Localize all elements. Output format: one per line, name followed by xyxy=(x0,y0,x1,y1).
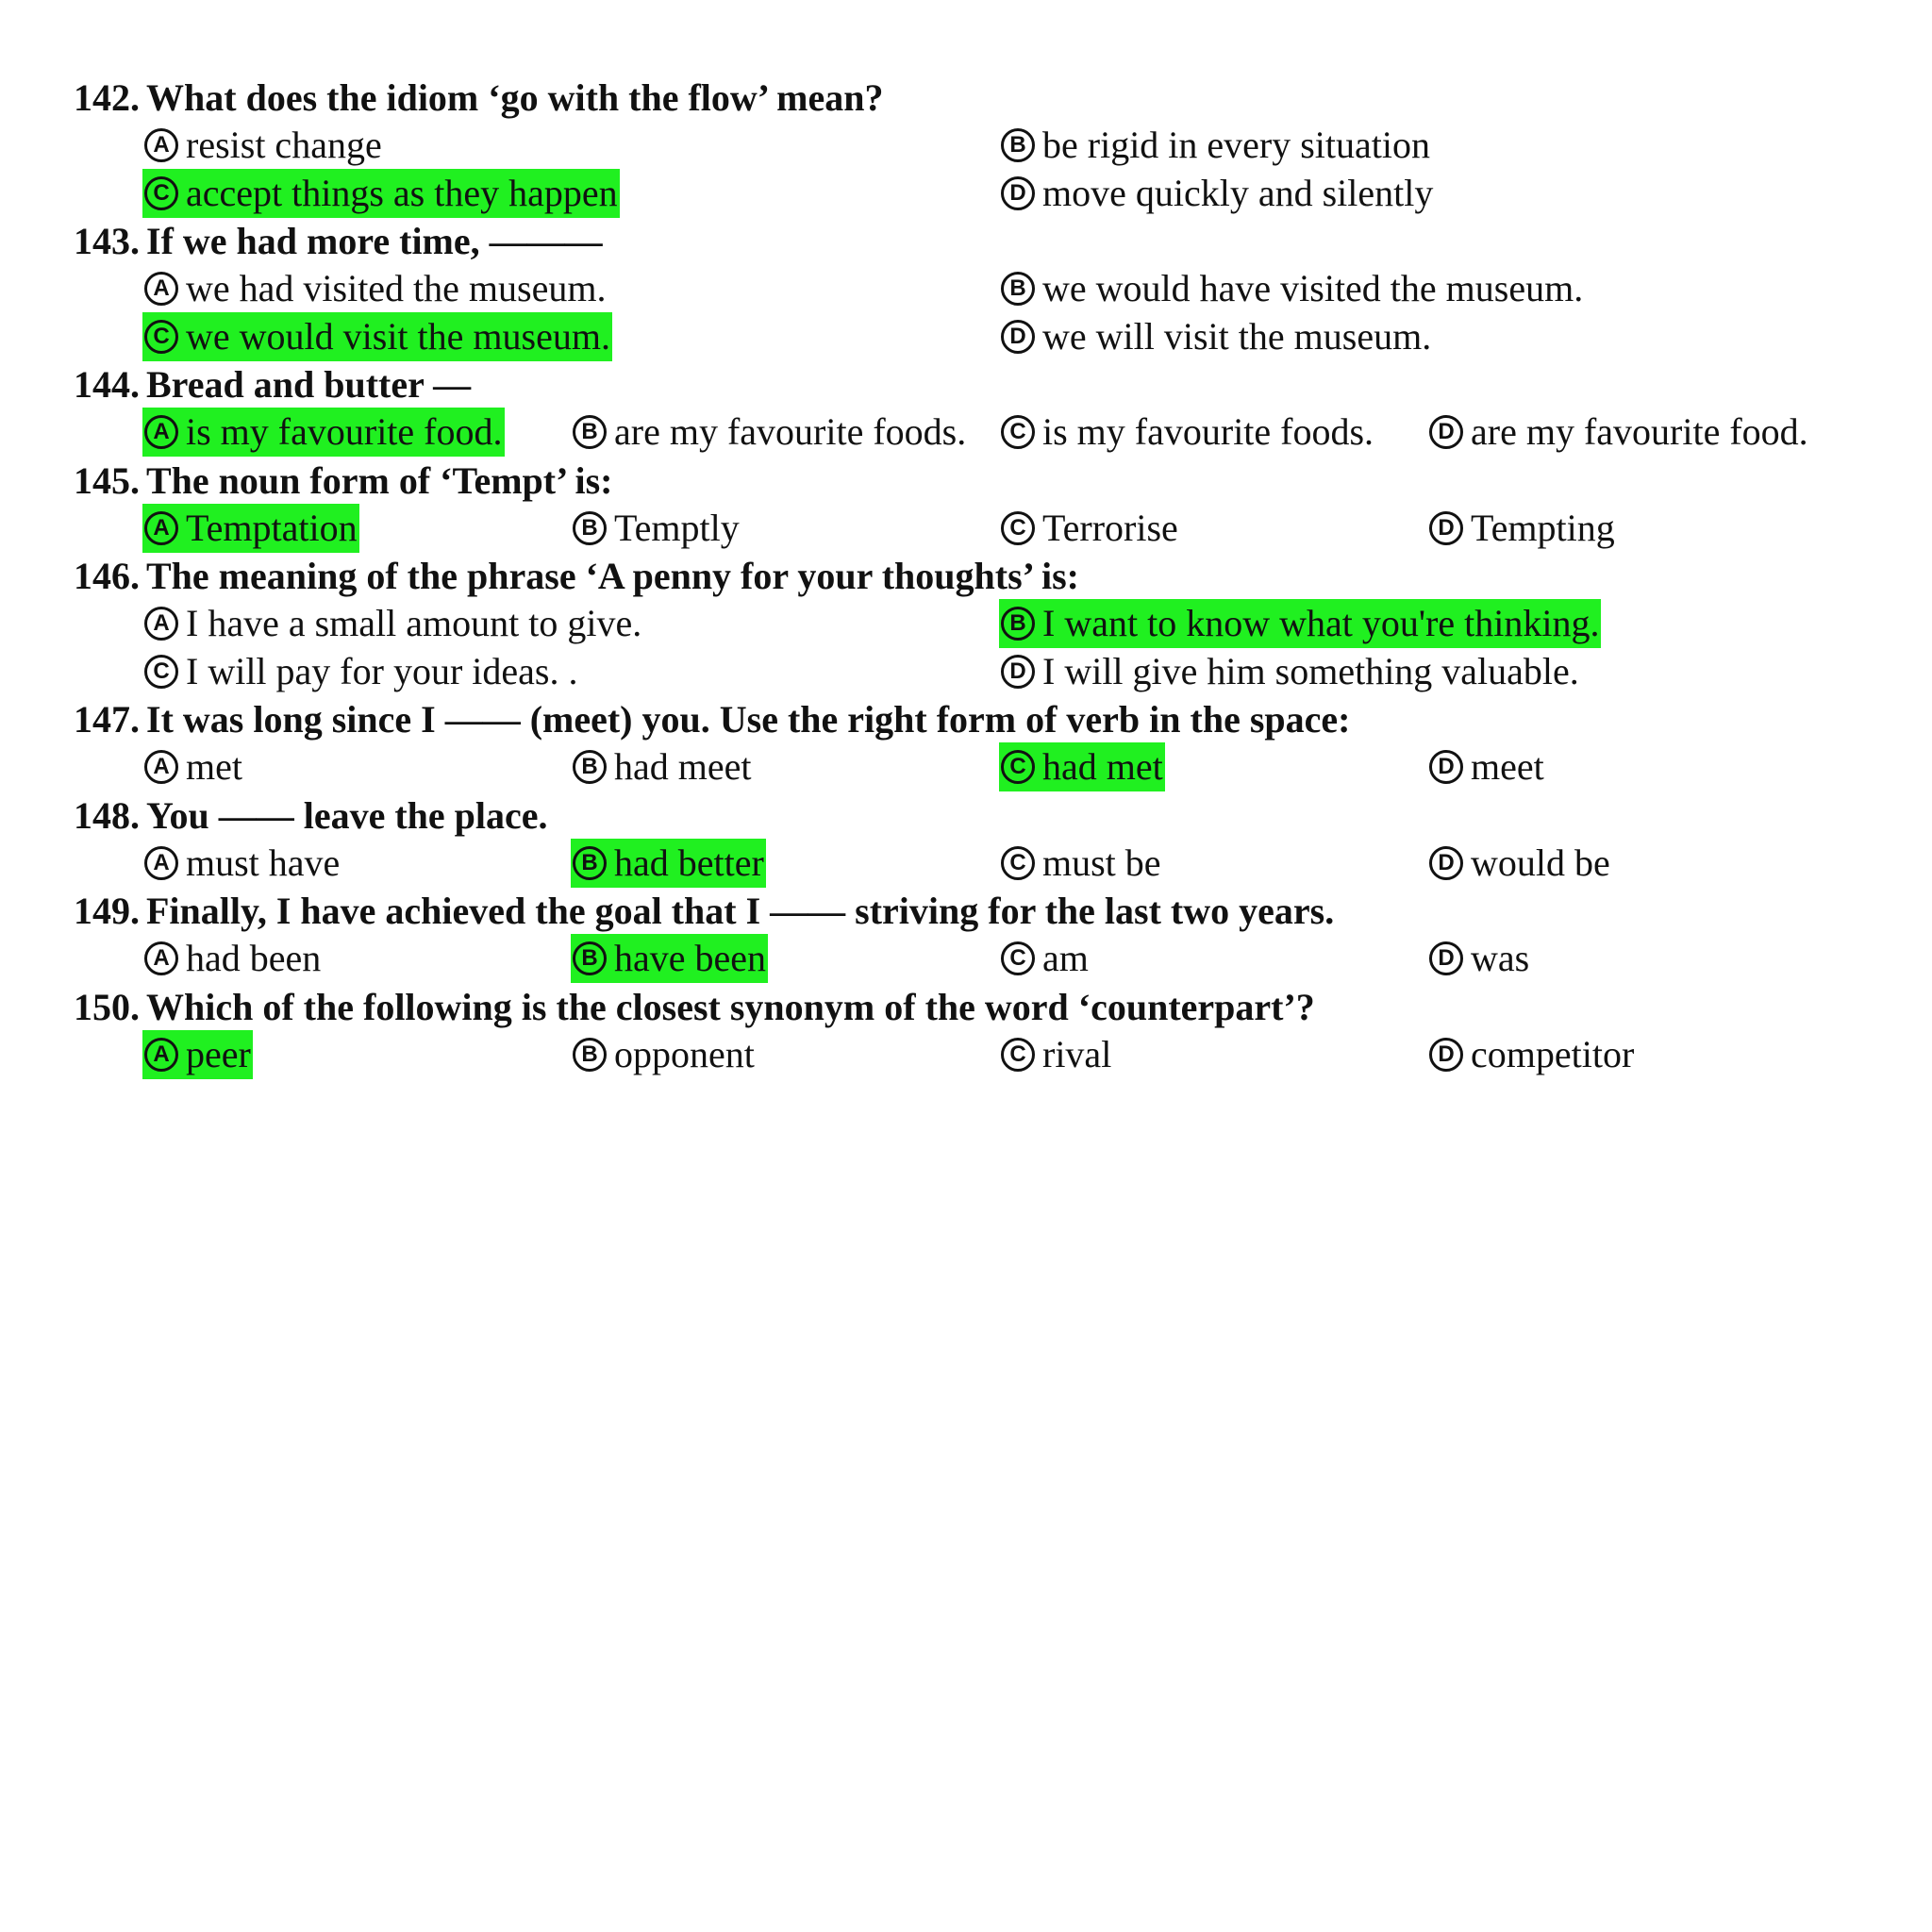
option-a[interactable] xyxy=(142,264,608,313)
option-c[interactable] xyxy=(142,169,620,218)
option-d[interactable] xyxy=(1427,742,1546,791)
option-c[interactable] xyxy=(999,839,1163,888)
option-text: be rigid in every situation xyxy=(1042,124,1431,166)
option-letter-circle: C xyxy=(144,176,178,210)
question-number: 145. xyxy=(74,458,140,502)
option-c[interactable] xyxy=(142,647,579,696)
option-letter-circle: A xyxy=(144,941,178,975)
question-text: You —— leave the place. xyxy=(146,793,548,837)
question-144 xyxy=(74,360,1866,409)
option-b[interactable] xyxy=(571,408,968,457)
question-text: What does the idiom ‘go with the flow’ mean? xyxy=(146,76,884,119)
question-150 xyxy=(74,983,1866,1032)
option-text: I want to know what you're thinking. xyxy=(1042,602,1600,644)
option-text: we would have visited the museum. xyxy=(1042,267,1584,309)
option-letter-circle: C xyxy=(1001,1038,1035,1072)
question-number: 143. xyxy=(74,220,140,262)
question-text: The noun form of ‘Tempt’ is: xyxy=(146,458,613,502)
option-d[interactable] xyxy=(999,169,1435,218)
option-text: Tempting xyxy=(1471,506,1615,549)
option-letter-circle: C xyxy=(144,655,178,689)
question-143 xyxy=(74,217,1866,266)
question-text: Which of the following is the closest synonym of the word ‘counterpart’? xyxy=(146,985,1315,1028)
option-letter-circle: C xyxy=(1001,846,1035,880)
question-number: 149. xyxy=(74,890,140,932)
option-b[interactable] xyxy=(571,742,754,791)
option-text: had meet xyxy=(614,745,752,788)
option-text: had been xyxy=(186,937,322,979)
question-text: The meaning of the phrase ‘A penny for your thoughts’ is: xyxy=(146,555,1079,597)
option-a[interactable] xyxy=(142,408,505,457)
option-letter-circle: B xyxy=(1001,607,1035,641)
question-text: It was long since I —— (meet) you. Use the right form of verb in the space: xyxy=(146,698,1351,741)
option-text: Temptly xyxy=(614,506,740,549)
option-c[interactable] xyxy=(999,934,1091,983)
option-d[interactable] xyxy=(999,647,1581,696)
question-text: If we had more time, ——— xyxy=(146,220,603,262)
option-a[interactable] xyxy=(142,504,359,553)
option-letter-circle: A xyxy=(144,128,178,162)
question-number: 148. xyxy=(74,793,140,837)
option-b[interactable] xyxy=(571,934,768,983)
option-text: Terrorise xyxy=(1042,506,1178,549)
option-text: meet xyxy=(1471,745,1544,788)
option-c[interactable] xyxy=(999,1030,1113,1079)
option-d[interactable] xyxy=(1427,934,1531,983)
option-b[interactable] xyxy=(999,121,1432,170)
option-a[interactable] xyxy=(142,1030,253,1079)
option-letter-circle: C xyxy=(1001,941,1035,975)
option-text: we would visit the museum. xyxy=(186,314,610,358)
option-letter-circle: D xyxy=(1429,941,1463,975)
option-letter-circle: A xyxy=(144,750,178,784)
option-text: rival xyxy=(1042,1032,1112,1075)
option-text: peer xyxy=(186,1032,251,1075)
option-text: Temptation xyxy=(186,506,358,549)
option-d[interactable] xyxy=(1427,1030,1636,1079)
option-text: is my favourite foods. xyxy=(1042,410,1374,453)
option-letter-circle: A xyxy=(144,846,178,880)
option-text: is my favourite food. xyxy=(186,410,503,453)
option-text: had better xyxy=(614,841,764,884)
option-text: move quickly and silently xyxy=(1042,171,1434,214)
option-letter-circle: D xyxy=(1001,176,1035,210)
option-letter-circle: D xyxy=(1001,655,1035,689)
option-text: accept things as they happen xyxy=(186,171,618,214)
option-a[interactable] xyxy=(142,599,643,648)
option-letter-circle: B xyxy=(573,511,607,545)
question-number: 147. xyxy=(74,698,140,741)
option-letter-circle: B xyxy=(573,1038,607,1072)
option-letter-circle: B xyxy=(1001,128,1035,162)
option-letter-circle: A xyxy=(144,607,178,641)
option-text: I have a small amount to give. xyxy=(186,602,642,644)
option-text: met xyxy=(186,745,242,788)
option-letter-circle: B xyxy=(573,750,607,784)
option-text: have been xyxy=(614,937,767,979)
option-d[interactable] xyxy=(1427,839,1612,888)
option-letter-circle: D xyxy=(1429,415,1463,449)
option-letter-circle: A xyxy=(144,1038,178,1072)
option-c[interactable] xyxy=(999,408,1375,457)
option-letter-circle: B xyxy=(573,415,607,449)
option-letter-circle: D xyxy=(1429,846,1463,880)
question-number: 144. xyxy=(74,363,140,406)
question-number: 146. xyxy=(74,555,140,597)
question-145 xyxy=(74,457,1866,506)
option-text: competitor xyxy=(1471,1032,1635,1075)
option-b[interactable] xyxy=(571,504,741,553)
option-letter-circle: D xyxy=(1001,320,1035,354)
option-letter-circle: D xyxy=(1429,511,1463,545)
option-text: we will visit the museum. xyxy=(1042,314,1432,358)
question-number: 142. xyxy=(74,76,140,119)
option-b[interactable] xyxy=(571,839,766,888)
option-letter-circle: C xyxy=(144,320,178,354)
option-text: am xyxy=(1042,937,1089,979)
option-letter-circle: D xyxy=(1429,750,1463,784)
question-142 xyxy=(74,74,1866,123)
question-148 xyxy=(74,791,1866,841)
question-text: Bread and butter — xyxy=(146,363,472,406)
option-d[interactable] xyxy=(1427,504,1617,553)
option-text: would be xyxy=(1471,841,1610,884)
option-text: must be xyxy=(1042,841,1161,884)
option-c[interactable] xyxy=(999,742,1165,791)
option-b[interactable] xyxy=(999,264,1585,313)
option-letter-circle: D xyxy=(1429,1038,1463,1072)
option-letter-circle: B xyxy=(573,846,607,880)
option-c[interactable] xyxy=(999,504,1180,553)
option-b[interactable] xyxy=(999,599,1601,648)
option-text: had met xyxy=(1042,745,1163,788)
option-c[interactable] xyxy=(142,312,612,361)
option-d[interactable] xyxy=(1427,408,1810,457)
question-number: 150. xyxy=(74,985,140,1028)
option-letter-circle: B xyxy=(1001,272,1035,306)
option-text: are my favourite food. xyxy=(1471,410,1808,453)
option-text: are my favourite foods. xyxy=(614,410,967,453)
option-letter-circle: A xyxy=(144,272,178,306)
option-a[interactable] xyxy=(142,839,341,888)
option-letter-circle: C xyxy=(1001,415,1035,449)
option-text: I will pay for your ideas. . xyxy=(186,649,578,692)
question-147 xyxy=(74,695,1866,744)
question-146 xyxy=(74,552,1866,601)
option-text: opponent xyxy=(614,1032,755,1075)
option-text: we had visited the museum. xyxy=(186,267,607,309)
option-letter-circle: C xyxy=(1001,511,1035,545)
option-letter-circle: A xyxy=(144,511,178,545)
question-text: Finally, I have achieved the goal that I —— striving for the last two years. xyxy=(146,890,1335,932)
option-text: I will give him something valuable. xyxy=(1042,649,1579,692)
option-a[interactable] xyxy=(142,742,244,791)
option-letter-circle: A xyxy=(144,415,178,449)
option-letter-circle: C xyxy=(1001,750,1035,784)
option-text: was xyxy=(1471,937,1530,979)
option-d[interactable] xyxy=(999,312,1433,361)
option-text: resist change xyxy=(186,124,382,166)
option-text: must have xyxy=(186,841,341,884)
option-a[interactable] xyxy=(142,121,384,170)
option-a[interactable] xyxy=(142,934,323,983)
question-149 xyxy=(74,887,1866,936)
option-b[interactable] xyxy=(571,1030,757,1079)
option-letter-circle: B xyxy=(573,941,607,975)
